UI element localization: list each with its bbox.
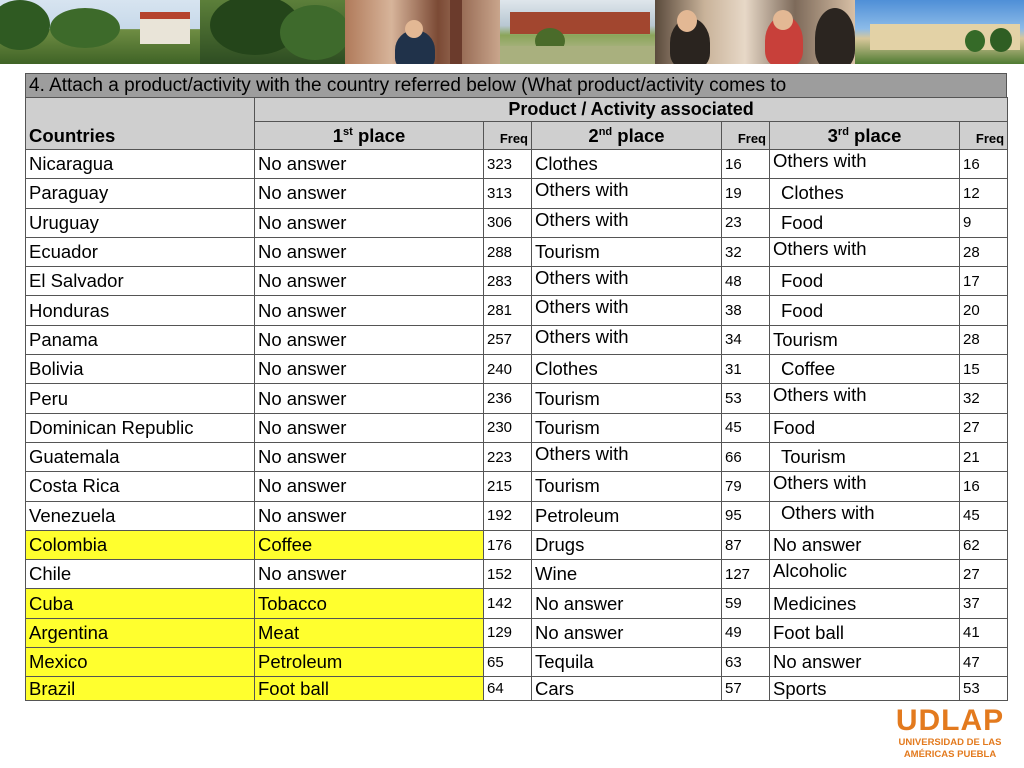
first-freq-cell: 288 [484,237,532,266]
second-place-cell: Others with [532,208,722,237]
first-place-cell: No answer [255,150,484,179]
country-cell: Honduras [26,296,255,325]
first-freq-cell: 257 [484,325,532,354]
table-row [26,296,1008,325]
logo-wordmark: UDLAP [895,704,1005,737]
results-table [25,97,1008,701]
country-cell: Brazil [26,677,255,701]
first-place-cell: Meat [255,618,484,647]
third-place-cell: Others with [770,150,960,179]
third-place-cell: No answer [770,648,960,677]
country-cell: Dominican Republic [26,413,255,442]
table-row [26,589,1008,618]
third-place-cell: Others with [770,501,960,530]
first-place-header: 1st place [255,122,484,150]
table-row [26,648,1008,677]
first-place-cell: No answer [255,237,484,266]
third-place-cell: Foot ball [770,618,960,647]
country-cell: Guatemala [26,442,255,471]
second-place-cell: Tourism [532,413,722,442]
first-place-cell: No answer [255,501,484,530]
third-freq-cell: 28 [960,325,1008,354]
first-freq-cell: 281 [484,296,532,325]
first-freq-cell: 192 [484,501,532,530]
freq-header-1: Freq [484,122,532,150]
second-place-cell: Others with [532,296,722,325]
country-cell: Argentina [26,618,255,647]
country-cell: Costa Rica [26,472,255,501]
table-row [26,442,1008,471]
third-freq-cell: 45 [960,501,1008,530]
third-place-cell: Sports [770,677,960,701]
first-freq-cell: 64 [484,677,532,701]
third-place-cell: Others with [770,237,960,266]
second-freq-cell: 79 [722,472,770,501]
second-freq-cell: 45 [722,413,770,442]
second-freq-cell: 127 [722,560,770,589]
second-freq-cell: 57 [722,677,770,701]
table-row [26,530,1008,559]
campus-photo-1 [0,0,200,64]
first-place-cell: No answer [255,560,484,589]
first-freq-cell: 176 [484,530,532,559]
second-freq-cell: 87 [722,530,770,559]
second-place-cell: Others with [532,325,722,354]
second-place-cell: Others with [532,267,722,296]
logo-line-1: UNIVERSIDAD DE LAS [898,737,1002,748]
first-place-cell: Coffee [255,530,484,559]
logo-line-2: AMÉRICAS PUEBLA [903,749,997,760]
third-place-cell: Clothes [770,179,960,208]
second-freq-cell: 66 [722,442,770,471]
first-freq-cell: 306 [484,208,532,237]
second-freq-cell: 23 [722,208,770,237]
first-freq-cell: 240 [484,355,532,384]
second-place-cell: Petroleum [532,501,722,530]
second-freq-cell: 19 [722,179,770,208]
third-place-cell: Food [770,208,960,237]
table-row [26,384,1008,413]
country-cell: Peru [26,384,255,413]
table-row [26,677,1008,701]
udlap-logo [884,705,1016,761]
table-row [26,237,1008,266]
country-cell: Bolivia [26,355,255,384]
second-freq-cell: 49 [722,618,770,647]
table-row [26,267,1008,296]
second-place-cell: Wine [532,560,722,589]
first-place-cell: No answer [255,296,484,325]
third-freq-cell: 53 [960,677,1008,701]
third-place-cell: Food [770,267,960,296]
third-freq-cell: 9 [960,208,1008,237]
second-freq-cell: 32 [722,237,770,266]
third-freq-cell: 15 [960,355,1008,384]
second-place-cell: Others with [532,442,722,471]
country-cell: Nicaragua [26,150,255,179]
third-freq-cell: 28 [960,237,1008,266]
second-place-cell: No answer [532,618,722,647]
third-freq-cell: 62 [960,530,1008,559]
first-freq-cell: 223 [484,442,532,471]
country-cell: Colombia [26,530,255,559]
third-freq-cell: 21 [960,442,1008,471]
second-place-cell: Tourism [532,237,722,266]
third-place-cell: Medicines [770,589,960,618]
third-freq-cell: 20 [960,296,1008,325]
second-freq-cell: 16 [722,150,770,179]
table-row [26,560,1008,589]
freq-header-2: Freq [722,122,770,150]
second-place-cell: Others with [532,179,722,208]
third-freq-cell: 12 [960,179,1008,208]
first-freq-cell: 65 [484,648,532,677]
third-place-cell: Others with [770,384,960,413]
country-cell: Mexico [26,648,255,677]
second-freq-cell: 31 [722,355,770,384]
first-place-cell: Tobacco [255,589,484,618]
third-freq-cell: 17 [960,267,1008,296]
third-freq-cell: 27 [960,560,1008,589]
table-row [26,413,1008,442]
first-place-cell: Petroleum [255,648,484,677]
third-place-header: 3rd place [770,122,960,150]
results-table-container [25,73,1007,701]
freq-header-3: Freq [960,122,1008,150]
third-freq-cell: 37 [960,589,1008,618]
table-row [26,150,1008,179]
first-place-cell: No answer [255,472,484,501]
second-place-cell: Clothes [532,355,722,384]
photo-banner [0,0,1024,64]
country-cell: Cuba [26,589,255,618]
first-place-cell: No answer [255,325,484,354]
first-freq-cell: 215 [484,472,532,501]
first-freq-cell: 230 [484,413,532,442]
campus-photo-4 [500,0,655,64]
first-freq-cell: 152 [484,560,532,589]
table-row [26,472,1008,501]
first-place-cell: No answer [255,442,484,471]
country-cell: El Salvador [26,267,255,296]
first-place-cell: Foot ball [255,677,484,701]
first-place-cell: No answer [255,267,484,296]
table-row [26,618,1008,647]
table-row [26,179,1008,208]
third-place-cell: Tourism [770,442,960,471]
first-place-cell: No answer [255,355,484,384]
second-place-header: 2nd place [532,122,722,150]
country-cell: Chile [26,560,255,589]
first-freq-cell: 236 [484,384,532,413]
table-row [26,355,1008,384]
first-place-cell: No answer [255,208,484,237]
country-cell: Panama [26,325,255,354]
second-place-cell: No answer [532,589,722,618]
third-place-cell: Food [770,296,960,325]
table-row [26,208,1008,237]
question-title: 4. Attach a product/activity with the country referred below (What product/activity comes to [25,73,1007,97]
third-freq-cell: 27 [960,413,1008,442]
country-cell: Uruguay [26,208,255,237]
table-row [26,501,1008,530]
first-freq-cell: 129 [484,618,532,647]
first-freq-cell: 142 [484,589,532,618]
first-place-cell: No answer [255,413,484,442]
third-freq-cell: 16 [960,472,1008,501]
country-cell: Ecuador [26,237,255,266]
countries-header: Countries [26,98,255,150]
first-place-cell: No answer [255,384,484,413]
campus-photo-2 [200,0,345,64]
second-place-cell: Cars [532,677,722,701]
table-body [26,150,1008,701]
first-freq-cell: 313 [484,179,532,208]
third-freq-cell: 16 [960,150,1008,179]
second-place-cell: Drugs [532,530,722,559]
second-freq-cell: 38 [722,296,770,325]
second-freq-cell: 48 [722,267,770,296]
second-freq-cell: 59 [722,589,770,618]
product-activity-group-header: Product / Activity associated [255,98,1008,122]
second-freq-cell: 95 [722,501,770,530]
third-place-cell: Tourism [770,325,960,354]
country-cell: Venezuela [26,501,255,530]
second-place-cell: Tequila [532,648,722,677]
third-place-cell: Food [770,413,960,442]
first-place-cell: No answer [255,179,484,208]
third-place-cell: Alcoholic [770,560,960,589]
table-row [26,325,1008,354]
second-freq-cell: 34 [722,325,770,354]
second-place-cell: Clothes [532,150,722,179]
campus-photo-6 [855,0,1024,64]
third-freq-cell: 32 [960,384,1008,413]
campus-photo-5 [655,0,855,64]
third-freq-cell: 47 [960,648,1008,677]
third-place-cell: No answer [770,530,960,559]
second-place-cell: Tourism [532,384,722,413]
third-place-cell: Others with [770,472,960,501]
third-place-cell: Coffee [770,355,960,384]
second-freq-cell: 53 [722,384,770,413]
first-freq-cell: 283 [484,267,532,296]
country-cell: Paraguay [26,179,255,208]
campus-photo-3 [345,0,500,64]
second-freq-cell: 63 [722,648,770,677]
third-freq-cell: 41 [960,618,1008,647]
second-place-cell: Tourism [532,472,722,501]
first-freq-cell: 323 [484,150,532,179]
